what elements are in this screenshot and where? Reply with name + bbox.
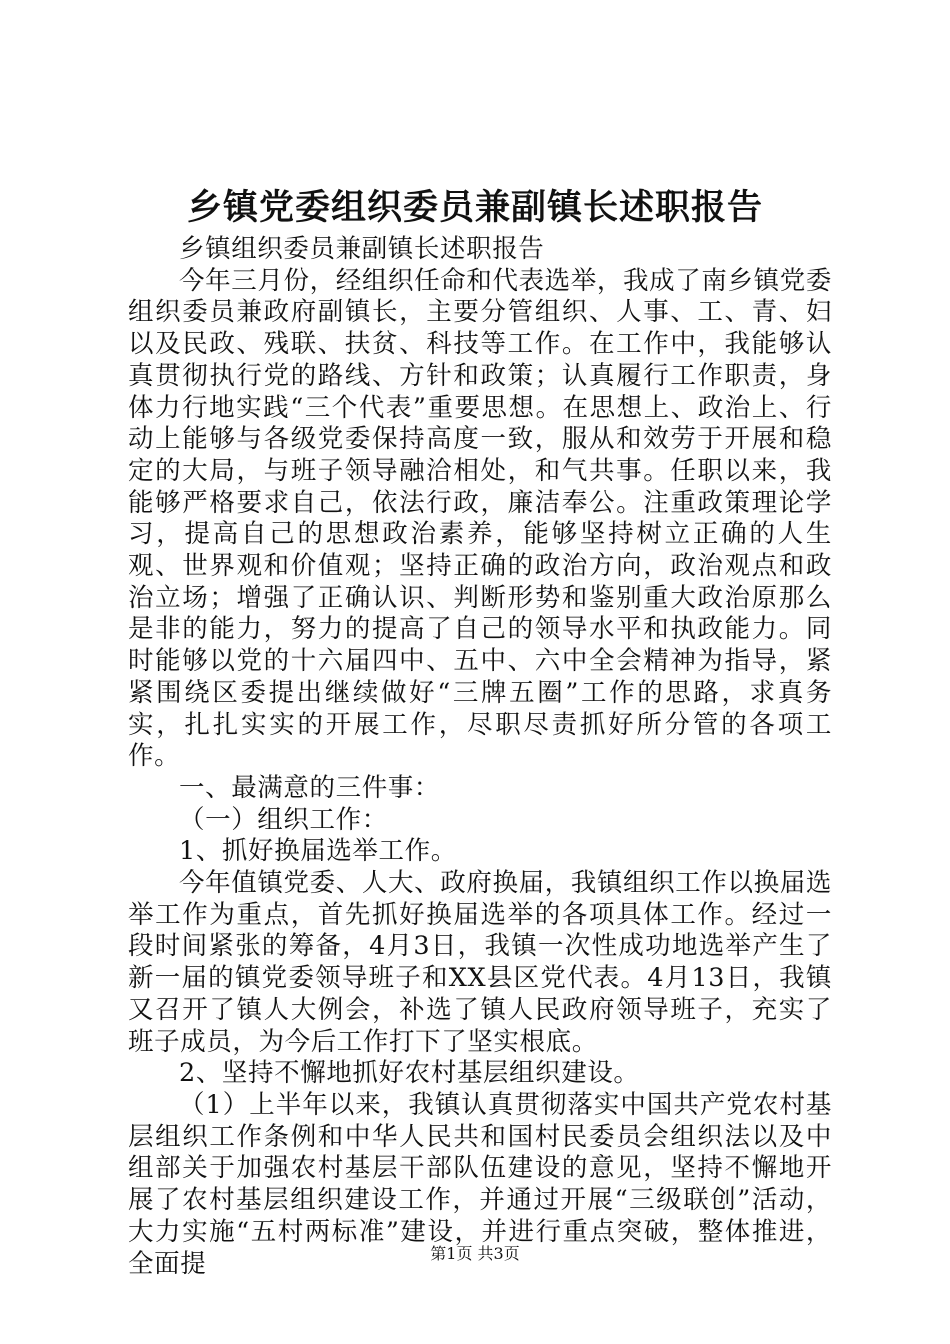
- section-heading: 一、最满意的三件事：: [179, 772, 441, 803]
- item-heading: 1、抓好换届选举工作。: [179, 836, 457, 867]
- document-title: 乡镇党委组织委员兼副镇长述职报告: [186, 187, 763, 228]
- grassroots-paragraph: （1）上半年以来，我镇认真贯彻落实中国共产党农村基层组织工作条例和中华人民共和国村民委员会组织法以及中组部关于加强农村基层干部队伍建设的意见，坚持不懈地开展了农村基层组织建设工作，并通过开展“三级联创”活动，大力实施“五村两标准”建设，并进行重点突破，整体推进，全面提: [128, 1089, 832, 1279]
- subtitle-paragraph: 乡镇组织委员兼副镇长述职报告: [179, 234, 545, 264]
- election-paragraph: 今年值镇党委、人大、政府换届，我镇组织工作以换届选举工作为重点，首先抓好换届选举的各项具体工作。经过一段时间紧张的筹备，4月3日，我镇一次性成功地选举产生了新一届的镇党委领导班子和XX县区党代表。4月13日，我镇又召开了镇人大例会，补选了镇人民政府领导班子，充实了班子成员，为今后工作打下了坚实根底。: [128, 868, 832, 1057]
- subsection-heading: （一）组织工作：: [179, 804, 388, 835]
- item-heading: 2、坚持不懈地抓好农村基层组织建设。: [179, 1058, 640, 1089]
- intro-paragraph: 今年三月份，经组织任命和代表选举，我成了南乡镇党委组织委员兼政府副镇长，主要分管组织、人事、工、青、妇以及民政、残联、扶贫、科技等工作。在工作中，我能够认真贯彻执行党的路线、方针和政策；认真履行工作职责，身体力行地实践“三个代表”重要思想。在思想上、政治上、行动上能够与各级党委保持高度一致，服从和效劳于开展和稳定的大局，与班子领导融洽相处，和气共事。任职以来，我能够严格要求自己，依法行政，廉洁奉公。注重政策理论学习，提高自己的思想政治素养，能够坚持树立正确的人生观、世界观和价值观；坚持正确的政治方向，政治观点和政治立场；增强了正确认识、判断形势和鉴别重大政治原那么是非的能力，努力的提高了自己的领导水平和执政能力。同时能够以党的十六届四中、五中、六中全会精神为指导，紧紧围绕区委提出继续做好“三牌五圈”工作的思路，求真务实，扎扎实实的开展工作，尽职尽责抓好所分管的各项工作。: [128, 265, 832, 772]
- page-footer: 第1页 共3页: [430, 1244, 520, 1263]
- document-body: [128, 234, 832, 1280]
